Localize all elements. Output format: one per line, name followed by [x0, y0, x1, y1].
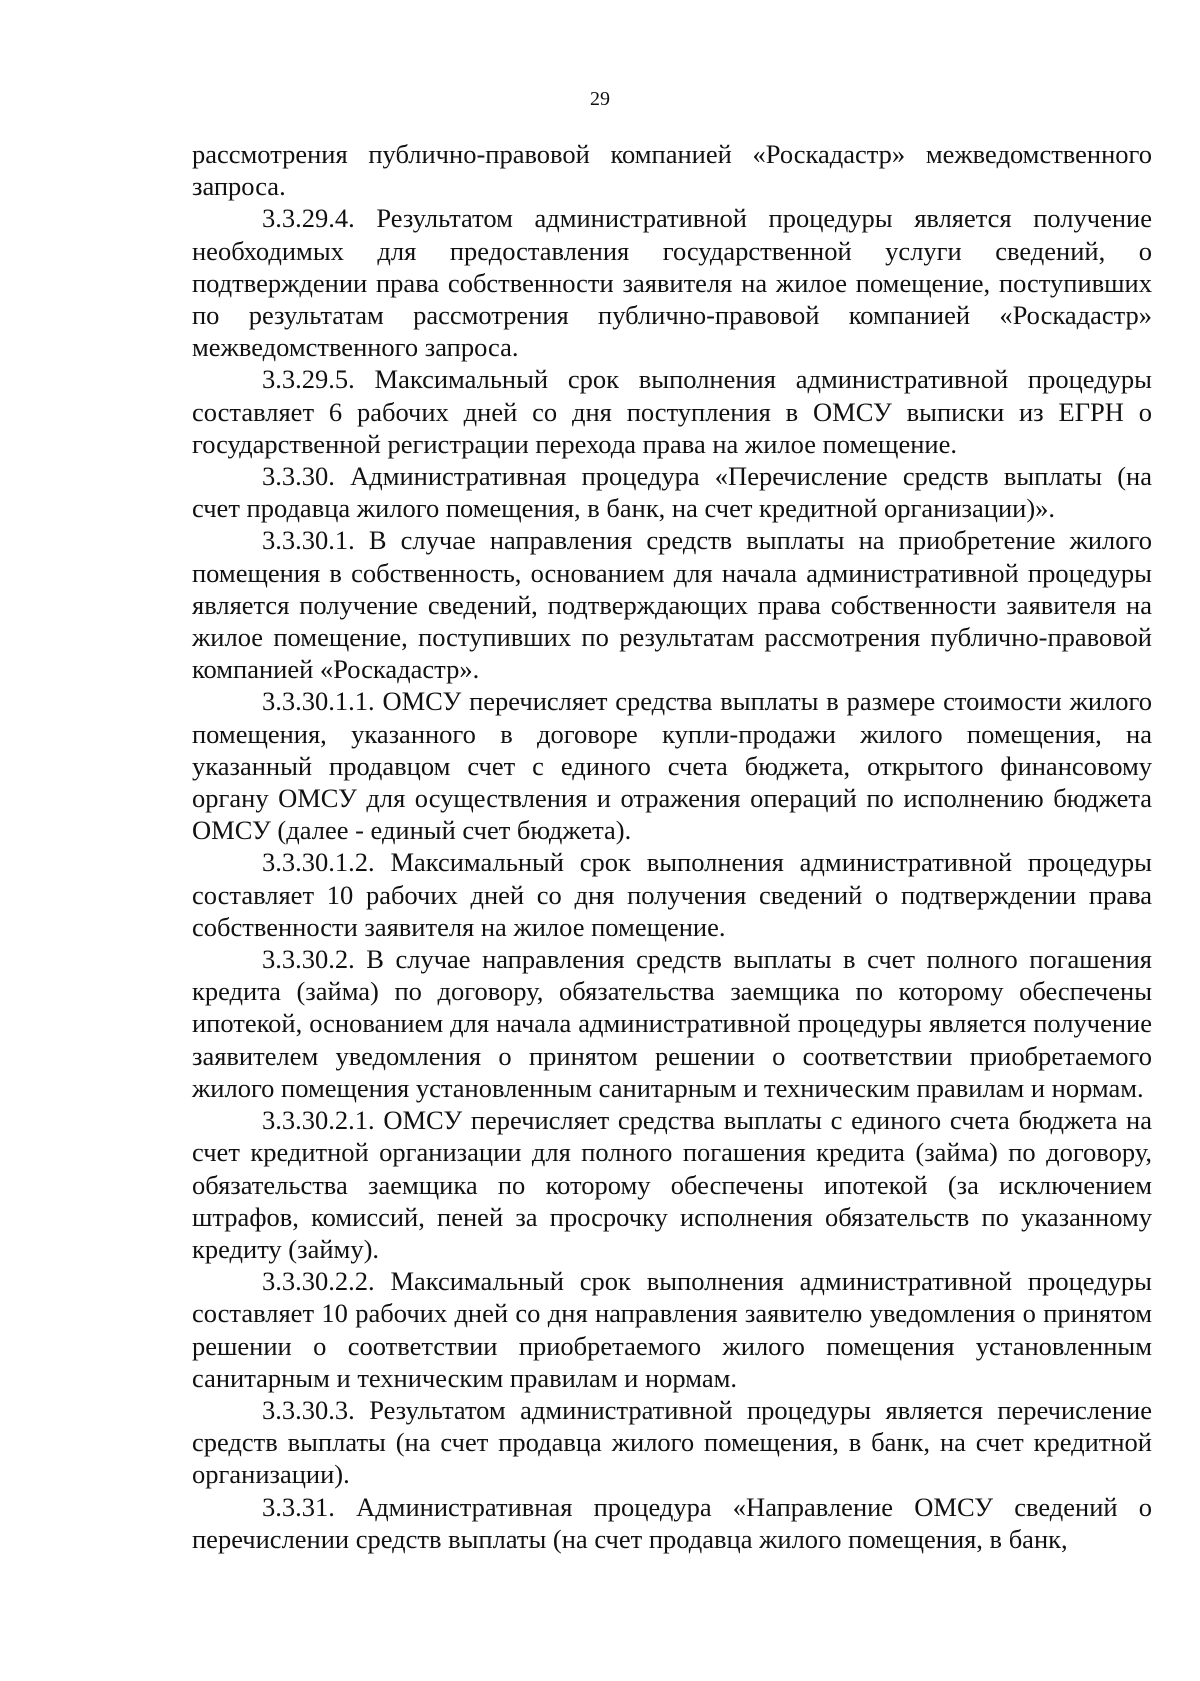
paragraph-3-3-29-5: 3.3.29.5. Максимальный срок выполнения административной процедуры составляет 6 рабочих дней со дня поступления в ОМСУ выписки из ЕГРН о государственной регистрации перехода права на жилое помещение.: [192, 364, 1152, 459]
paragraph-continuation: рассмотрения публично-правовой компанией «Роскадастр» межведомственного запроса.: [192, 139, 1152, 202]
page-number: 29: [590, 88, 610, 110]
paragraph-3-3-30-2-2: 3.3.30.2.2. Максимальный срок выполнения административной процедуры составляет 10 рабочих дней со дня направления заявителю уведомления о принятом решении о соответствии приобретаемого жилого помещения установленным санитарным и техническим правилам и нормам.: [192, 1266, 1152, 1393]
paragraph-3-3-30-1-1: 3.3.30.1.1. ОМСУ перечисляет средства выплаты в размере стоимости жилого помещения, указанного в договоре купли-продажи жилого помещения, на указанный продавцом счет с единого счета бюджета, открытого финансовому органу ОМСУ для осуществления и отражения операций по исполнению бюджета ОМСУ (далее - единый счет бюджета).: [192, 686, 1152, 846]
paragraph-3-3-30-3: 3.3.30.3. Результатом административной процедуры является перечисление средств выплаты (на счет продавца жилого помещения, в банк, на счет кредитной организации).: [192, 1394, 1152, 1490]
paragraph-3-3-30-1-2: 3.3.30.1.2. Максимальный срок выполнения административной процедуры составляет 10 рабочих дней со дня получения сведений о подтверждении права собственности заявителя на жилое помещение.: [192, 847, 1152, 942]
paragraph-3-3-30-1: 3.3.30.1. В случае направления средств выплаты на приобретение жилого помещения в собственность, основанием для начала административной процедуры является получение сведений, подтверждающих права собственности заявителя на жилое помещение, поступивших по результатам рассмотрения публично-правовой компанией «Роскадастр».: [192, 525, 1152, 685]
document-body: [192, 138, 1152, 1555]
paragraph-3-3-30-2: 3.3.30.2. В случае направления средств выплаты в счет полного погашения кредита (займа) по договору, обязательства заемщика по которому обеспечены ипотекой, основанием для начала административной процедуры является получение заявителем уведомления о принятом решении о соответствии приобретаемого жилого помещения установленным санитарным и техническим правилам и нормам.: [192, 944, 1152, 1103]
paragraph-3-3-31: 3.3.31. Административная процедура «Направление ОМСУ сведений о перечислении средств выплаты (на счет продавца жилого помещения, в банк,: [192, 1491, 1152, 1554]
paragraph-3-3-29-4: 3.3.29.4. Результатом административной процедуры является получение необходимых для предоставления государственной услуги сведений, о подтверждении права собственности заявителя на жилое помещение, поступивших по результатам рассмотрения публично-правовой компанией «Роскадастр» межведомственного запроса.: [192, 203, 1152, 363]
paragraph-3-3-30: 3.3.30. Административная процедура «Перечисление средств выплаты (на счет продавца жилого помещения, в банк, на счет кредитной организации)».: [192, 461, 1152, 524]
paragraph-3-3-30-2-1: 3.3.30.2.1. ОМСУ перечисляет средства выплаты с единого счета бюджета на счет кредитной организации для полного погашения кредита (займа) по договору, обязательства заемщика по которому обеспечены ипотекой (за исключением штрафов, комиссий, пеней за просрочку исполнения обязательств по указанному кредиту (займу).: [192, 1105, 1152, 1264]
